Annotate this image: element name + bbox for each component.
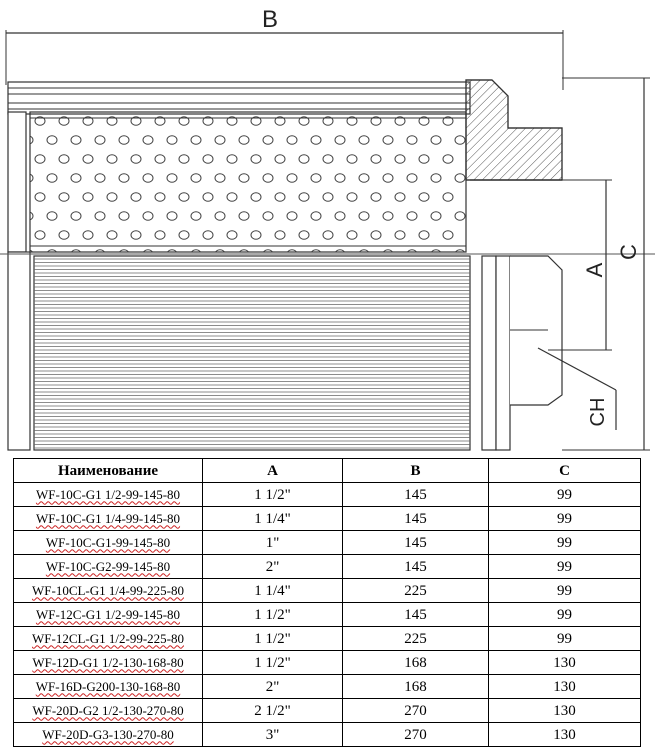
table-row bbox=[14, 603, 641, 627]
cell-c: 99 bbox=[489, 603, 641, 627]
product-name-text: WF-16D-G200-130-168-80 bbox=[35, 678, 181, 694]
cell-b: 168 bbox=[343, 675, 489, 699]
cell-product-name bbox=[14, 507, 203, 531]
product-name-text: WF-10CL-G1 1/4-99-225-80 bbox=[31, 582, 184, 598]
cell-b: 270 bbox=[343, 699, 489, 723]
perforated-tube bbox=[30, 112, 466, 252]
cell-c: 99 bbox=[489, 579, 641, 603]
product-name-text: WF-10C-G1 1/4-99-145-80 bbox=[35, 510, 181, 526]
table-header-row bbox=[14, 459, 641, 483]
dimension-b bbox=[6, 6, 563, 90]
cell-a: 1 1/4" bbox=[203, 507, 343, 531]
spec-table bbox=[13, 458, 641, 747]
cell-a: 2 1/2" bbox=[203, 699, 343, 723]
cell-c: 130 bbox=[489, 723, 641, 747]
table-row bbox=[14, 483, 641, 507]
top-cap bbox=[8, 82, 470, 114]
header-b: B bbox=[343, 459, 489, 483]
cell-a: 3" bbox=[203, 723, 343, 747]
cell-product-name bbox=[14, 651, 203, 675]
connector-section bbox=[466, 80, 562, 180]
product-name-text: WF-12D-G1 1/2-130-168-80 bbox=[32, 654, 184, 670]
table-row bbox=[14, 507, 641, 531]
cell-a: 2" bbox=[203, 555, 343, 579]
header-name: Наименование bbox=[14, 459, 203, 483]
dimension-c-label: C bbox=[616, 244, 641, 260]
cell-b: 168 bbox=[343, 651, 489, 675]
dimension-b-label: B bbox=[261, 6, 279, 33]
cell-product-name bbox=[14, 675, 203, 699]
cell-a: 1 1/2" bbox=[203, 603, 343, 627]
cell-c: 130 bbox=[489, 651, 641, 675]
mesh-section bbox=[34, 256, 470, 450]
table-row bbox=[14, 627, 641, 651]
cell-b: 225 bbox=[343, 579, 489, 603]
table-row bbox=[14, 699, 641, 723]
cell-a: 2" bbox=[203, 675, 343, 699]
cell-product-name bbox=[14, 531, 203, 555]
dimension-ch-label: CH bbox=[587, 397, 609, 427]
hex-nut bbox=[482, 256, 562, 450]
cell-a: 1 1/4" bbox=[203, 579, 343, 603]
cell-a: 1" bbox=[203, 531, 343, 555]
cell-a: 1 1/2" bbox=[203, 651, 343, 675]
cell-b: 145 bbox=[343, 555, 489, 579]
table-body bbox=[14, 483, 641, 747]
cell-product-name bbox=[14, 555, 203, 579]
table-row bbox=[14, 555, 641, 579]
product-name-text: WF-10C-G1-99-145-80 bbox=[45, 534, 171, 550]
cell-b: 145 bbox=[343, 507, 489, 531]
table-row bbox=[14, 531, 641, 555]
cell-product-name bbox=[14, 723, 203, 747]
cell-b: 145 bbox=[343, 531, 489, 555]
cell-b: 145 bbox=[343, 603, 489, 627]
table-row bbox=[14, 675, 641, 699]
cell-c: 99 bbox=[489, 507, 641, 531]
header-a: A bbox=[203, 459, 343, 483]
cell-c: 99 bbox=[489, 483, 641, 507]
cell-b: 225 bbox=[343, 627, 489, 651]
cell-b: 270 bbox=[343, 723, 489, 747]
cell-product-name bbox=[14, 699, 203, 723]
cell-c: 99 bbox=[489, 555, 641, 579]
cell-a: 1 1/2" bbox=[203, 483, 343, 507]
product-name-text: WF-12C-G1 1/2-99-145-80 bbox=[35, 606, 181, 622]
cell-c: 130 bbox=[489, 675, 641, 699]
cell-product-name bbox=[14, 483, 203, 507]
table-row bbox=[14, 723, 641, 747]
cell-c: 130 bbox=[489, 699, 641, 723]
cell-product-name bbox=[14, 627, 203, 651]
header-c: C bbox=[489, 459, 641, 483]
product-name-text: WF-10C-G2-99-145-80 bbox=[45, 558, 171, 574]
cell-a: 1 1/2" bbox=[203, 627, 343, 651]
table-row bbox=[14, 579, 641, 603]
cell-product-name bbox=[14, 579, 203, 603]
product-name-text: WF-20D-G2 1/2-130-270-80 bbox=[32, 702, 184, 718]
product-name-text: WF-20D-G3-130-270-80 bbox=[42, 726, 174, 742]
table-row bbox=[14, 651, 641, 675]
cell-c: 99 bbox=[489, 531, 641, 555]
cell-product-name bbox=[14, 603, 203, 627]
product-name-text: WF-10C-G1 1/2-99-145-80 bbox=[35, 486, 181, 502]
dimension-a-label: A bbox=[582, 262, 607, 278]
cell-b: 145 bbox=[343, 483, 489, 507]
cell-c: 99 bbox=[489, 627, 641, 651]
left-flange bbox=[8, 112, 30, 450]
product-name-text: WF-12CL-G1 1/2-99-225-80 bbox=[31, 630, 184, 646]
